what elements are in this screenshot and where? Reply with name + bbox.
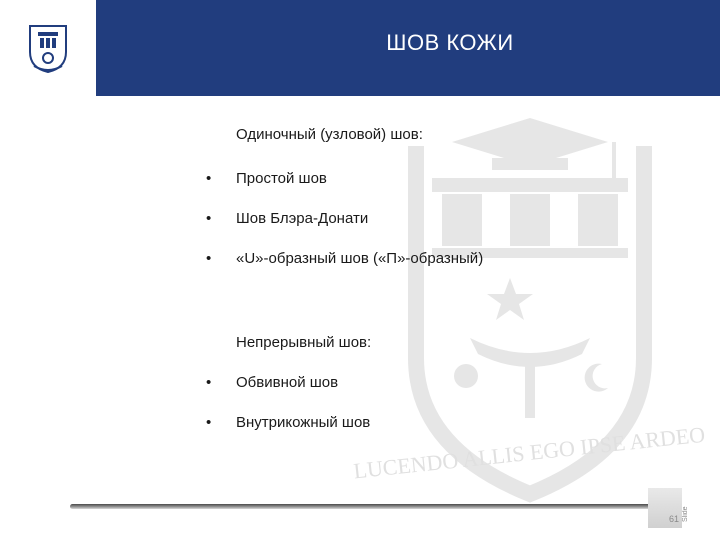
list-item-text: «U»-образный шов («П»-образный): [236, 250, 484, 267]
list-item: [206, 250, 483, 267]
header-logo-area: [0, 0, 97, 96]
bullet-marker: •: [206, 414, 212, 431]
page-number-box: [648, 488, 682, 528]
footer-side-label: Slide: [682, 506, 689, 522]
list-item: [206, 210, 368, 227]
bullet-marker: •: [206, 170, 212, 187]
university-crest-logo: [26, 22, 70, 74]
footer-divider: [70, 504, 678, 509]
bullet-marker: •: [206, 210, 212, 227]
list-item-text: Простой шов: [236, 170, 327, 187]
slide-title: ШОВ КОЖИ: [386, 30, 514, 55]
list-item-text: Внутрикожный шов: [236, 414, 371, 431]
section-heading-interrupted: Одиночный (узловой) шов:: [236, 126, 423, 143]
list-item: [206, 170, 327, 187]
bullet-marker: •: [206, 250, 212, 267]
watermark-motto: LUCENDO ALLIS EGO IPSE ARDEO: [352, 421, 707, 484]
list-item-text: Обвивной шов: [236, 374, 339, 391]
list-item: [206, 374, 338, 391]
list-item: [206, 414, 370, 431]
bullet-marker: •: [206, 374, 212, 391]
section-heading-continuous: Непрерывный шов:: [236, 334, 372, 351]
list-item-text: Шов Блэра-Донати: [236, 210, 369, 227]
page-number: 61: [668, 514, 679, 524]
